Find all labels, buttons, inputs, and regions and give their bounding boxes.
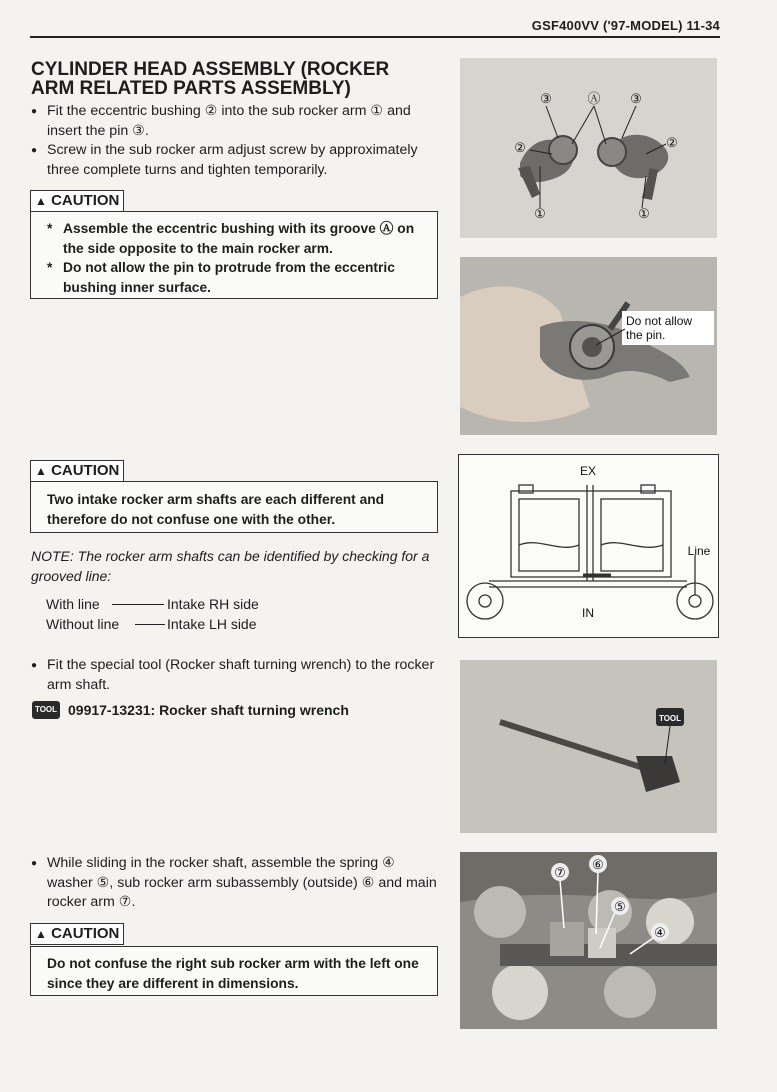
caution-3-box: Do not confuse the right sub rocker arm with the left one since they are different in dimensions. (30, 946, 438, 996)
caution-3-text: CAUTION (51, 925, 120, 942)
caution-1-item: * Do not allow the pin to protrude from the eccentric bushing inner surface. (47, 260, 395, 295)
section-title (31, 60, 431, 98)
fig1-label: ③ (630, 91, 642, 106)
bullet-fit-tool: ● Fit the special tool (Rocker shaft turning wrench) to the rocker arm shaft. (31, 656, 443, 695)
fig2-callout-line-1: Do not allow (626, 314, 693, 328)
caution-2-box: Two intake rocker arm shafts are each different and therefore do not confuse one with the other. (30, 481, 438, 533)
fig1-label: ① (534, 206, 546, 221)
caution-3-label (30, 923, 124, 945)
tool-icon: TOOL (32, 701, 60, 719)
figure-pin-photo (460, 257, 717, 435)
warning-triangle-icon: ▲ (35, 194, 47, 208)
diagram-line-label: Line (687, 544, 711, 558)
fig2-callout-line-2: the pin. (626, 328, 666, 342)
title-line-2: ARM RELATED PARTS ASSEMBLY) (31, 78, 351, 99)
diagram-ex-label: EX (579, 464, 597, 478)
fig1-label: ① (638, 206, 650, 221)
figure-assembly-photo (460, 852, 717, 1029)
section4-bullets (31, 854, 443, 913)
fig1-label: Ⓐ (587, 91, 601, 106)
bullet-slide-shaft: ● While sliding in the rocker shaft, assemble the spring ④ washer ⑤, sub rocker arm subassembly (outside) ⑥ and main rocker arm ⑦. (31, 854, 443, 913)
fig1-label: ② (514, 140, 526, 155)
figure-rocker-arms-photo (460, 58, 717, 238)
caution-2-label (30, 460, 124, 482)
caution-2-text: CAUTION (51, 462, 120, 479)
row-without-line: Without line Intake LH side (46, 616, 257, 632)
fig1-label: ② (666, 135, 678, 150)
page-header: GSF400VV ('97-MODEL) 11-34 (531, 18, 720, 33)
header-rule (30, 36, 720, 38)
row-with-line: With line Intake RH side (46, 596, 259, 612)
tool-line (32, 700, 452, 722)
caution-1-label (30, 190, 124, 212)
warning-triangle-icon: ▲ (35, 927, 47, 941)
note-grooved-line: NOTE: The rocker arm shafts can be identified by checking for a grooved line: (31, 548, 430, 584)
figure-shaft-diagram (458, 454, 719, 638)
fig5-label: ④ (654, 925, 666, 940)
figure-wrench-photo (460, 660, 717, 833)
fig5-label: ⑦ (554, 865, 566, 880)
shaft-identification-table (46, 594, 346, 634)
caution-1-text: CAUTION (51, 192, 120, 209)
fig5-label: ⑤ (614, 899, 626, 914)
caution-1-box (30, 211, 438, 299)
title-line-1: CYLINDER HEAD ASSEMBLY (ROCKER (31, 59, 390, 80)
fig5-label: ⑥ (592, 857, 604, 872)
diagram-in-label: IN (582, 606, 594, 620)
bullet-screw-in: ● Screw in the sub rocker arm adjust screw by approximately three complete turns and tighten temporarily. (31, 141, 443, 180)
warning-triangle-icon: ▲ (35, 464, 47, 478)
caution-1-item: * Assemble the eccentric bushing with its groove Ⓐ on the side opposite to the main rocker arm. (47, 221, 415, 256)
fig1-label: ③ (540, 91, 552, 106)
section1-bullets (31, 102, 443, 180)
bullet-fit-bushing: ● Fit the eccentric bushing ② into the sub rocker arm ① and insert the pin ③. (31, 102, 443, 141)
section3-bullets (31, 656, 443, 695)
fig4-tool-badge: TOOL (658, 714, 682, 723)
tool-part-number: 09917-13231: Rocker shaft turning wrench (68, 702, 349, 718)
